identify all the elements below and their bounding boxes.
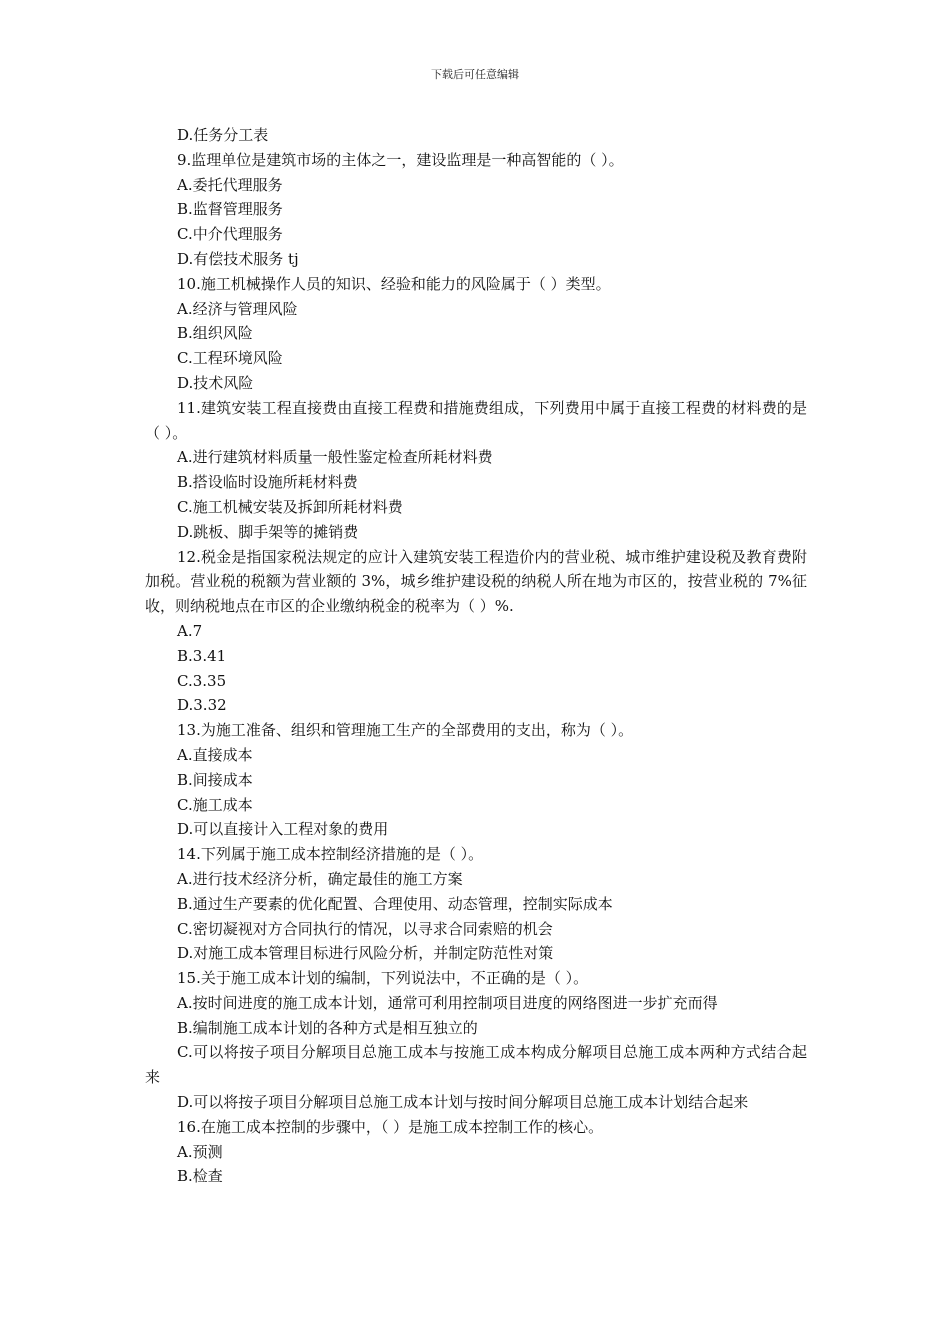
page-header: 下载后可任意编辑 [431,68,519,81]
option-a-q13: A.直接成本 [177,745,253,764]
option-d-q15: D.可以将按子项目分解项目总施工成本计划与按时间分解项目总施工成本计划结合起来 [177,1093,749,1112]
option-b-q14: B.通过生产要素的优化配置、合理使用、动态管理，控制实际成本 [177,894,613,913]
document-body [145,123,807,1189]
option-d-q14: D.对施工成本管理目标进行风险分析，并制定防范性对策 [177,944,554,963]
option-c-q9: C.中介代理服务 [177,225,283,244]
option-d-q11: D.跳板、脚手架等的摊销费 [177,522,359,541]
option-c-q11: C.施工机械安装及拆卸所耗材料费 [177,497,403,516]
option-b-q12: B.3.41 [177,646,227,665]
option-a-q14: A.进行技术经济分析，确定最佳的施工方案 [177,869,463,888]
option-b-q13: B.间接成本 [177,770,253,789]
question-14: 14.下列属于施工成本控制经济措施的是（ ）。 [177,845,484,864]
question-15: 15.关于施工成本计划的编制，下列说法中，不正确的是（ ）。 [177,969,589,988]
option-b-q10: B.组织风险 [177,324,253,343]
option-a-q9: A.委托代理服务 [177,175,283,194]
option-b-q16: B.检查 [177,1167,223,1186]
option-b-q15: B.编制施工成本计划的各种方式是相互独立的 [177,1018,478,1037]
question-9: 9.监理单位是建筑市场的主体之一，建设监理是一种高智能的（ ）。 [177,150,624,169]
option-d-q13: D.可以直接计入工程对象的费用 [177,820,389,839]
option-b-q9: B.监督管理服务 [177,200,283,219]
option-a-q15: A.按时间进度的施工成本计划，通常可利用控制项目进度的网络图进一步扩充而得 [177,993,718,1012]
option-c-q13: C.施工成本 [177,795,253,814]
option-d-q10: D.技术风险 [177,373,254,392]
question-11: 11.建筑安装工程直接费由直接工程费和措施费组成，下列费用中属于直接工程费的材料费的是（ ）。 [145,398,807,442]
option-d-q12: D.3.32 [177,696,227,715]
option-a-q12: A.7 [177,621,203,640]
option-d-q9: D.有偿技术服务 tj [177,249,299,268]
option-c-q14: C.密切凝视对方合同执行的情况，以寻求合同索赔的机会 [177,919,553,938]
question-12: 12.税金是指国家税法规定的应计入建筑安装工程造价内的营业税、城市维护建设税及教育费附加税。营业税的税额为营业额的 3%，城乡维护建设税的纳税人所在地为市区的，按营业税的 7%征收，则纳税地点在市区的企业缴纳税金的税率为（ ）%. [145,547,807,616]
option-a-q10: A.经济与管理风险 [177,299,298,318]
option-d-q8: D.任务分工表 [177,126,269,144]
question-16: 16.在施工成本控制的步骤中，（ ）是施工成本控制工作的核心。 [177,1117,604,1136]
option-b-q11: B.搭设临时设施所耗材料费 [177,473,358,492]
option-c-q12: C.3.35 [177,671,227,690]
option-c-q10: C.工程环境风险 [177,349,283,368]
option-a-q16: A.预测 [177,1142,223,1161]
question-13: 13.为施工准备、组织和管理施工生产的全部费用的支出，称为（ ）。 [177,721,634,740]
option-a-q11: A.进行建筑材料质量一般性鉴定检查所耗材料费 [177,448,493,467]
question-10: 10.施工机械操作人员的知识、经验和能力的风险属于（ ）类型。 [177,274,611,293]
option-c-q15: C.可以将按子项目分解项目总施工成本与按施工成本构成分解项目总施工成本两种方式结合起来 [145,1043,807,1087]
